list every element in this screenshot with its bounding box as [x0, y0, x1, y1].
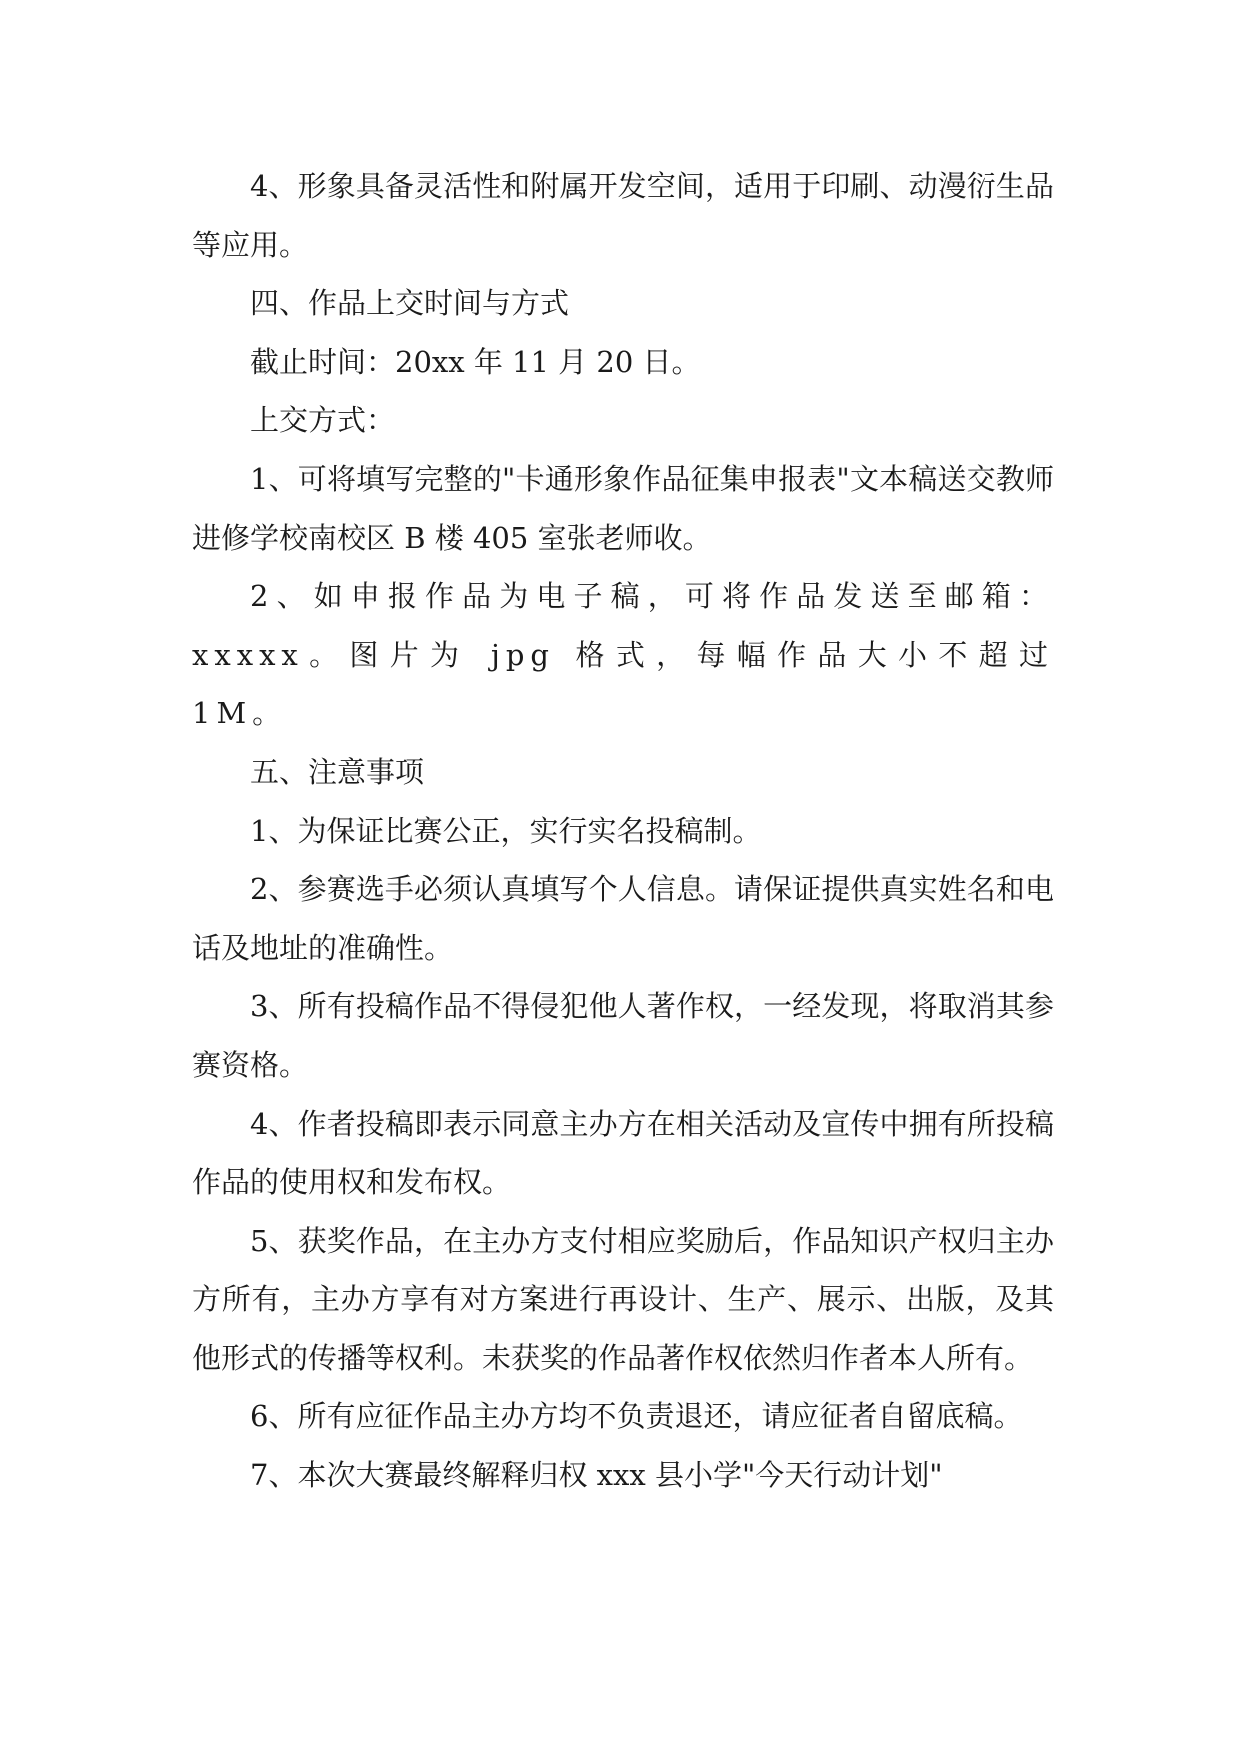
document-body [192, 157, 1054, 1505]
paragraph-requirement-4: 4、形象具备灵活性和附属开发空间，适用于印刷、动漫衍生品等应用。 [192, 169, 1054, 262]
paragraph-note-4: 4、作者投稿即表示同意主办方在相关活动及宣传中拥有所投稿作品的使用权和发布权。 [192, 1106, 1054, 1200]
paragraph-note-6: 6、所有应征作品主办方均不负责退还，请应征者自留底稿。 [250, 1399, 1023, 1434]
paragraph-submission-1: 1、可将填写完整的"卡通形象作品征集申报表"文本稿送交教师进修学校南校区 B 楼 405 室张老师收。 [192, 461, 1054, 555]
section-heading-notes: 五、注意事项 [250, 754, 425, 789]
paragraph-note-2: 2、参赛选手必须认真填写个人信息。请保证提供真实姓名和电话及地址的准确性。 [192, 872, 1054, 965]
paragraph-note-3: 3、所有投稿作品不得侵犯他人著作权，一经发现，将取消其参赛资格。 [192, 989, 1054, 1082]
paragraph-deadline: 截止时间：20xx 年 11 月 20 日。 [250, 344, 701, 379]
paragraph-note-7: 7、本次大赛最终解释归权 xxx 县小学"今天行动计划" [250, 1458, 943, 1493]
section-heading-submission: 四、作品上交时间与方式 [250, 286, 570, 321]
paragraph-note-1: 1、为保证比赛公正，实行实名投稿制。 [250, 813, 762, 848]
paragraph-submission-method: 上交方式： [250, 403, 396, 438]
paragraph-note-5: 5、获奖作品，在主办方支付相应奖励后，作品知识产权归主办方所有，主办方享有对方案进行再设计、生产、展示、出版，及其他形式的传播等权利。未获奖的作品著作权依然归作者本人所有。 [192, 1223, 1054, 1375]
paragraph-submission-2: 2、如申报作品为电子稿，可将作品发送至邮箱：xxxxx。图片为 jpg 格式，每幅作品大小不超过 1M。 [192, 579, 1054, 731]
